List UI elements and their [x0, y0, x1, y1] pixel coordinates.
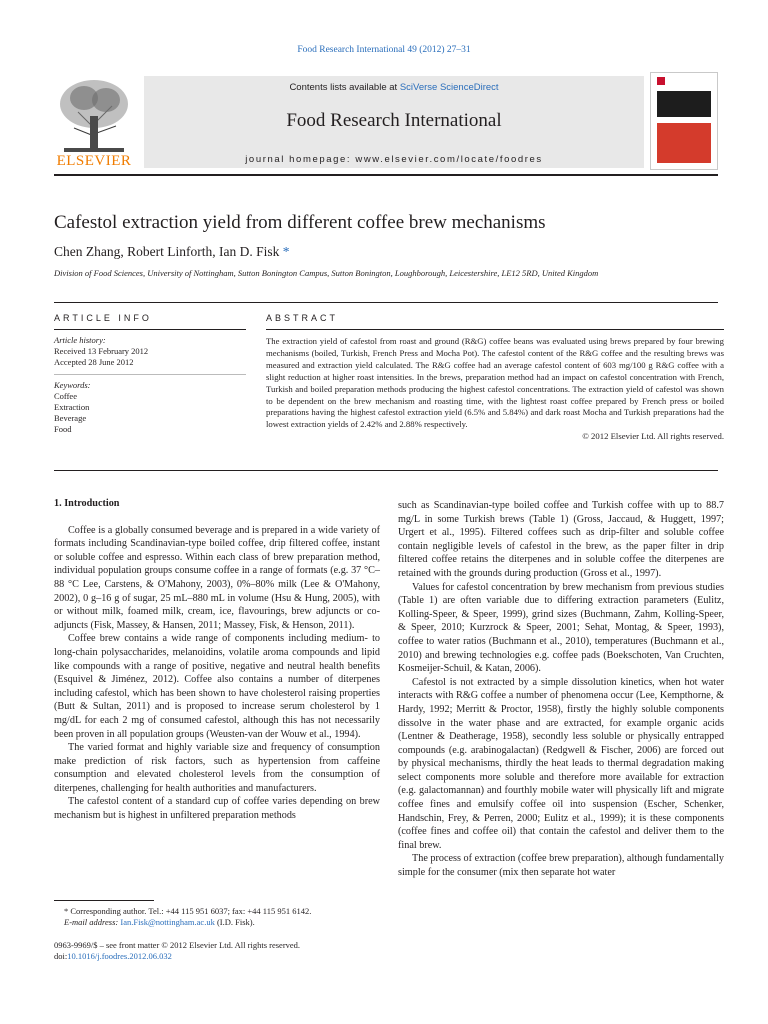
article-history [54, 335, 246, 368]
abstract-text: The extraction yield of cafestol from roast and ground (R&G) coffee beans was evaluated using brews prepared by four brewing mechanisms (boiled, Turkish, French Press and Mocha Pot). The cafestol content of the R&G coffee and the resulting brews was measured and extraction yield calculated. The R&G coffee had an average cafestol content of 603 mg/100 g R&G coffee with a slight reduction at higher roast intensities. In the brews, preparation method had an impact on cafestol concentration with French, Turkish and boiled preparation methods producing the highest cafestol concentrations. The extraction yield of cafestol was shown to be dependent on the brew mechanism and roasting time, with the lightest roast coffee prepared by French press or boiled preparations having the highest cafestol extraction yield (6.5% and 5.84%) and dark roast Mocha and Turkish preparations had the lowest extraction yields of 2.42% and 2.88% respectively. [266, 336, 724, 430]
abstract-bottom-divider [54, 470, 718, 471]
body-column-left [54, 497, 380, 823]
masthead [54, 70, 718, 176]
publisher-wordmark: ELSEVIER [56, 153, 132, 169]
cover-title-band [657, 91, 711, 117]
article-title: Cafestol extraction yield from different coffee brew mechanisms [54, 212, 546, 233]
corresponding-author-mark[interactable]: * [282, 244, 290, 259]
homepage-prefix: journal homepage: [245, 154, 356, 165]
body-paragraph: The cafestol content of a standard cup of coffee varies depending on brew mechanism but is highest in unfiltered preparation methods [54, 796, 380, 822]
issn-doi-block [54, 940, 380, 962]
corresponding-author-footnote [54, 906, 380, 928]
journal-reference[interactable]: Food Research International 49 (2012) 27–31 [297, 45, 471, 55]
cover-image [657, 123, 711, 163]
body-paragraph: Values for cafestol concentration by brew mechanism from previous studies (Table 1) are often variable due to differing extraction parameters (Eulitz, Kolling-Speer, & Speer, 1999), grind sizes (Buchmann, Zahm, Kolling-Speer, & Speer, 2010; Kurzrock & Speer, 2001; Sehat, Montag, & Speer, 1993), coffee to water ratios (Buchmann et al., 2010), temperatures (Buchmann et al., 2010) and brewing technologies e.g. coffee pads (Boekschoten, Van Cruchten, Kosmeijer-Schuil, & Katan, 2006). [398, 581, 724, 675]
abstract-body [266, 336, 724, 443]
abstract-divider [266, 329, 724, 330]
authors-text: Chen Zhang, Robert Linforth, Ian D. Fisk [54, 244, 280, 259]
article-info-divider [54, 329, 246, 330]
journal-homepage [144, 154, 644, 165]
section-heading-introduction: 1. Introduction [54, 498, 120, 509]
tree-icon [54, 76, 134, 154]
front-matter-line: 0963-9969/$ – see front matter © 2012 Elsevier Ltd. All rights reserved. [54, 940, 301, 950]
body-paragraph: Coffee is a globally consumed beverage and is prepared in a wide variety of formats including Scandinavian-type boiled coffee, drip filtered coffee, instant or soluble coffee and espresso. Within each class of brew preparation method, individual population groups consume coffee in a range of formats (e.g. 37 °C–88 °C Lee, Carstens, & O'Mahony, 2003), 0%–80% milk (Lee & O'Mahony, 2002), 0 g–16 g of sugar, 25 mL–880 mL in volume (Hsu & Hung, 2005), with or without milk, foamed milk, cream, ice, flavourings, brew adjuncts or co-adjuncts (Fisk, Massey, & Hansen, 2011; Massey, Fisk, & Henson, 2011). [54, 524, 380, 631]
footnote-mark: * [64, 906, 69, 916]
abstract-copyright: © 2012 Elsevier Ltd. All rights reserved. [582, 431, 724, 442]
body-paragraph: such as Scandinavian-type boiled coffee and Turkish coffee with up to 88.7 mg/L in some Turkish brews (Table 1) (Gross, Jaccaud, & Huggett, 1997; Urgert et al., 1995). Filtered coffees such as drip-filter and soluble coffee contain negligible levels of cafestol in the brew, as the paper filter in drip filtered coffee retains the diterpenes and in soluble coffee the diterpenes are retained with the grounds during production (Gross et al., 1997). [398, 500, 724, 579]
doi-link[interactable]: 10.1016/j.foodres.2012.06.032 [67, 951, 172, 961]
article-info-heading: ARTICLE INFO [54, 313, 152, 323]
journal-cover-thumbnail[interactable] [650, 72, 718, 170]
body-paragraph: Coffee brew contains a wide range of components including medium- to long-chain polysaccharides, melanoidins, volatile aroma compounds and lipid like compounds with a range of positive, negative and neutral health benefits (Esquivel & Jiménez, 2012). Coffee also contains a number of diterpenes including cafestol, which has been shown to have cholesterol raising properties (Butt & Sultan, 2011) and is proposed to increase serum cholesterol by 1 mg/dL for each 2 mg of consumed cafestol, although this has not necessarily been proven in all population groups (Weusten-van der Wouw et al., 1994). [54, 633, 380, 740]
body-column-right [398, 499, 724, 880]
journal-name: Food Research International [286, 110, 502, 131]
homepage-link[interactable]: www.elsevier.com/locate/foodres [355, 154, 543, 165]
info-separator [54, 374, 246, 375]
email-label: E-mail address: [64, 917, 121, 927]
footnote-text: Corresponding author. Tel.: +44 115 951 6037; fax: +44 115 951 6142. [70, 906, 312, 916]
contents-line [144, 82, 644, 93]
cover-logo-mark [657, 77, 665, 85]
accepted-date: Accepted 28 June 2012 [54, 357, 134, 367]
keyword-item: Extraction [54, 402, 90, 412]
journal-banner [144, 76, 644, 168]
contents-prefix: Contents lists available at [289, 82, 400, 93]
affiliation: Division of Food Sciences, University of Nottingham, Sutton Bonington Campus, Sutton Bonington, Loughborough, Leicestershire, LE12 5RD, United Kingdom [54, 268, 599, 278]
sciencedirect-link[interactable]: SciVerse ScienceDirect [399, 82, 499, 93]
body-paragraph: Cafestol is not extracted by a simple dissolution kinetics, when hot water interacts with R&G coffee a number of phenomena occur (Lee, Kempthorne, & Hardy, 1992; Merritt & Proctor, 1958), firstly the highly soluble components dissolve in the water phase and are extracted, for example organic acids (Lentner & Deatherage, 1958), secondly less soluble or physically entrapped compounds (e.g. arabinogalactan) (Redgwell & Fischer, 2006) are forced out by physical mechanisms, thirdly the heat leads to thermal degradation making select components more soluble and therefore more available for extraction (e.g. galactomannan) and fourthly mobile water will physically lift and migrate coffee fines and emulsify coffee oil into suspension (Escher, Schenker, Handschin, Frey, & Perren, 2000; Eulitz et al., 1999); it is these components (coffee fines and coffee oil) that contain the cafestol and deliver them to the final brew. [398, 676, 724, 851]
body-paragraph: The process of extraction (coffee brew preparation), although fundamentally simple for the consumer (mix then separate hot water [398, 853, 724, 879]
keywords-block [54, 380, 246, 435]
header-divider [54, 302, 718, 303]
email-suffix: (I.D. Fisk). [214, 917, 255, 927]
author-email-link[interactable]: Ian.Fisk@nottingham.ac.uk [120, 917, 215, 927]
keyword-item: Food [54, 424, 72, 434]
doi-label: doi: [54, 951, 68, 961]
author-list [54, 244, 718, 260]
history-label: Article history: [54, 335, 106, 345]
keyword-item: Coffee [54, 391, 77, 401]
elsevier-logo [54, 76, 134, 172]
keyword-item: Beverage [54, 413, 87, 423]
abstract-heading: ABSTRACT [266, 313, 339, 323]
footnote-rule [54, 900, 154, 901]
keywords-label: Keywords: [54, 380, 91, 390]
body-paragraph: The varied format and highly variable size and frequency of consumption make prediction of risk factors, such as hypertension from caffeine consumption and elevated cholesterol levels from the consumption of diterpenes, challenging for health authorities and manufacturers. [54, 742, 380, 794]
received-date: Received 13 February 2012 [54, 346, 149, 356]
